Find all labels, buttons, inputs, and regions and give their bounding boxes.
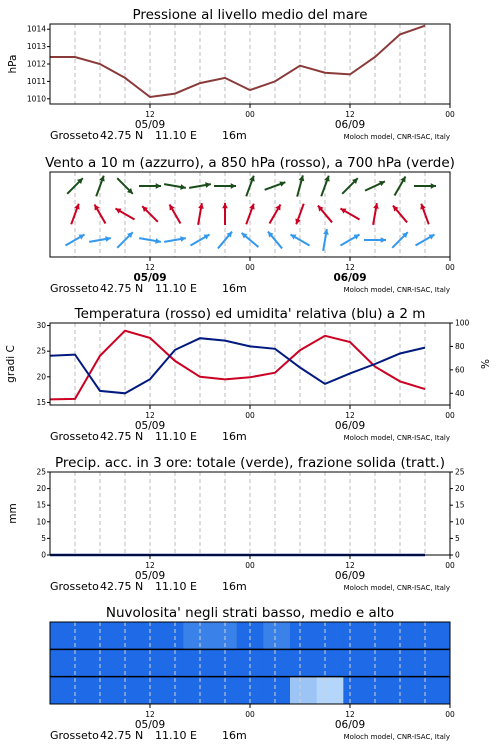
chart-title: Pressione al livello medio del mare [132,7,368,23]
cloud-cell [263,677,290,705]
cloud-cell [290,622,317,650]
latitude-label: 42.75 N [100,282,144,295]
longitude-label: 11.10 E [155,580,197,593]
temperature-line [50,331,425,400]
cloud-cell [103,622,130,650]
pressure-line [50,26,425,97]
cloud-cell [317,677,344,705]
y-tick-label: 1013 [26,42,46,52]
cloud-cell [183,677,210,705]
time-tick-label: 00 [245,710,255,719]
date-label: 06/09 [334,570,366,582]
location-label: Grosseto [50,282,99,295]
y-tick-label-right: 25 [455,467,465,477]
location-label: Grosseto [50,580,99,593]
y-tick-label: 1011 [26,76,46,86]
y-tick-label-right: 0 [455,550,460,560]
cloud-cell [397,649,424,677]
time-tick-label: 00 [445,411,455,420]
y-tick-label: 1012 [26,59,46,69]
credit-label: Moloch model, CNR-ISAC, Italy [343,733,450,741]
y-tick-label-right: 80 [455,341,465,351]
time-tick-label: 12 [345,110,355,119]
chart-title: Temperatura (rosso) ed umidita' relativa (blu) a 2 m [74,306,426,322]
cloud-cell [370,649,397,677]
panel-pressure [7,7,455,142]
credit-label: Moloch model, CNR-ISAC, Italy [343,434,450,442]
wind-arrow [323,229,329,251]
elevation-label: 16m [222,129,247,142]
time-tick-label: 12 [145,710,155,719]
time-tick-label: 12 [145,561,155,570]
cloud-cell [423,677,450,705]
wind-arrow-head [222,203,228,208]
location-label: Grosseto [50,129,99,142]
credit-label: Moloch model, CNR-ISAC, Italy [343,133,450,141]
y-tick-label-right: 100 [455,318,470,328]
cloud-cell [397,622,424,650]
location-label: Grosseto [50,430,99,443]
y-axis-label: mm [7,503,19,524]
cloud-cell [397,677,424,705]
cloud-cell [343,677,370,705]
y-tick-label-right: 5 [455,533,460,543]
y-tick-label: 0 [41,550,46,560]
cloud-cell [423,622,450,650]
cloud-cell [50,622,77,650]
y-tick-label: 25 [36,346,46,356]
cloud-cell [130,622,157,650]
latitude-label: 42.75 N [100,729,144,742]
y-tick-label-right: 40 [455,388,465,398]
panel-wind [45,155,455,295]
wind-arrow [295,204,303,225]
cloud-cell [157,677,184,705]
longitude-label: 11.10 E [155,129,197,142]
cloud-cell [130,649,157,677]
panel-clouds [50,605,455,742]
y-tick-label: 5 [41,533,46,543]
y-tick-label-right: 60 [455,365,465,375]
y-axis-label: gradi C [5,345,17,383]
cloud-cell [317,649,344,677]
cloud-cell [130,677,157,705]
time-tick-label: 00 [445,561,455,570]
cloud-cell [50,677,77,705]
time-tick-label: 12 [345,710,355,719]
wind-arrow [198,203,204,225]
y-tick-label-right: 10 [455,517,465,527]
elevation-label: 16m [222,729,247,742]
time-tick-label: 00 [445,710,455,719]
y-tick-label: 15 [36,397,46,407]
panel-temp_rh [5,306,492,443]
cloud-cell [290,677,317,705]
credit-label: Moloch model, CNR-ISAC, Italy [343,584,450,592]
chart-title: Nuvolosita' negli strati basso, medio e alto [105,605,395,621]
date-label: 05/09 [133,272,167,284]
wind-arrow-head [381,237,386,243]
y-tick-label: 25 [36,467,46,477]
y-tick-label: 10 [36,517,46,527]
humidity-line [50,338,425,393]
wind-arrow-head [156,183,161,189]
date-label: 05/09 [134,719,166,731]
cloud-cell [290,649,317,677]
plot-frame [50,24,450,104]
date-label: 05/09 [134,570,166,582]
time-tick-label: 00 [245,411,255,420]
date-label: 06/09 [334,719,366,731]
time-tick-label: 12 [145,411,155,420]
cloud-cell [263,622,290,650]
time-tick-label: 00 [445,110,455,119]
cloud-cell [423,649,450,677]
y-axis-label: hPa [7,54,19,74]
cloud-cell [263,649,290,677]
y-tick-label-right: 20 [455,484,465,494]
time-tick-label: 12 [345,411,355,420]
y-tick-label: 1010 [26,94,46,104]
elevation-label: 16m [222,580,247,593]
y-tick-label: 20 [36,484,46,494]
cloud-cell [50,649,77,677]
y-tick-label-right: 15 [455,500,465,510]
time-tick-label: 00 [245,110,255,119]
date-label: 06/09 [334,420,366,432]
chart-title: Vento a 10 m (azzurro), a 850 hPa (rosso), a 700 hPa (verde) [45,155,455,171]
longitude-label: 11.10 E [155,430,197,443]
latitude-label: 42.75 N [100,129,144,142]
cloud-cell [370,622,397,650]
cloud-cell [210,649,237,677]
y-tick-label: 1014 [26,24,46,34]
date-label: 06/09 [334,119,366,131]
cloud-cell [210,622,237,650]
longitude-label: 11.10 E [155,729,197,742]
cloud-cell [183,649,210,677]
credit-label: Moloch model, CNR-ISAC, Italy [343,286,450,294]
time-tick-label: 00 [245,561,255,570]
y-axis-label-right: % [480,359,492,369]
date-label: 06/09 [333,272,367,284]
cloud-cell [103,677,130,705]
time-tick-label: 12 [145,263,155,272]
cloud-cell [210,677,237,705]
cloud-cell [317,622,344,650]
wind-arrow-head [431,183,436,189]
cloud-cell [103,649,130,677]
elevation-label: 16m [222,430,247,443]
time-tick-label: 00 [245,263,255,272]
chart-title: Precip. acc. in 3 ore: totale (verde), frazione solida (tratt.) [55,455,445,471]
cloud-cell [370,677,397,705]
panel-precip [7,455,465,593]
elevation-label: 16m [222,282,247,295]
wind-arrow [373,203,379,225]
y-tick-label: 30 [36,321,46,331]
latitude-label: 42.75 N [100,430,144,443]
cloud-cell [183,622,210,650]
longitude-label: 11.10 E [155,282,197,295]
date-label: 05/09 [134,420,166,432]
time-tick-label: 12 [345,561,355,570]
wind-arrow-head [231,183,236,189]
date-label: 05/09 [134,119,166,131]
cloud-cell [157,649,184,677]
wind-arrow [222,203,228,225]
latitude-label: 42.75 N [100,580,144,593]
y-tick-label: 15 [36,500,46,510]
cloud-cell [343,649,370,677]
time-tick-label: 00 [445,263,455,272]
location-label: Grosseto [50,729,99,742]
y-tick-label: 20 [36,372,46,382]
cloud-cell [343,622,370,650]
wind-arrow [297,175,304,196]
cloud-cell [157,622,184,650]
time-tick-label: 12 [145,110,155,119]
time-tick-label: 12 [345,263,355,272]
